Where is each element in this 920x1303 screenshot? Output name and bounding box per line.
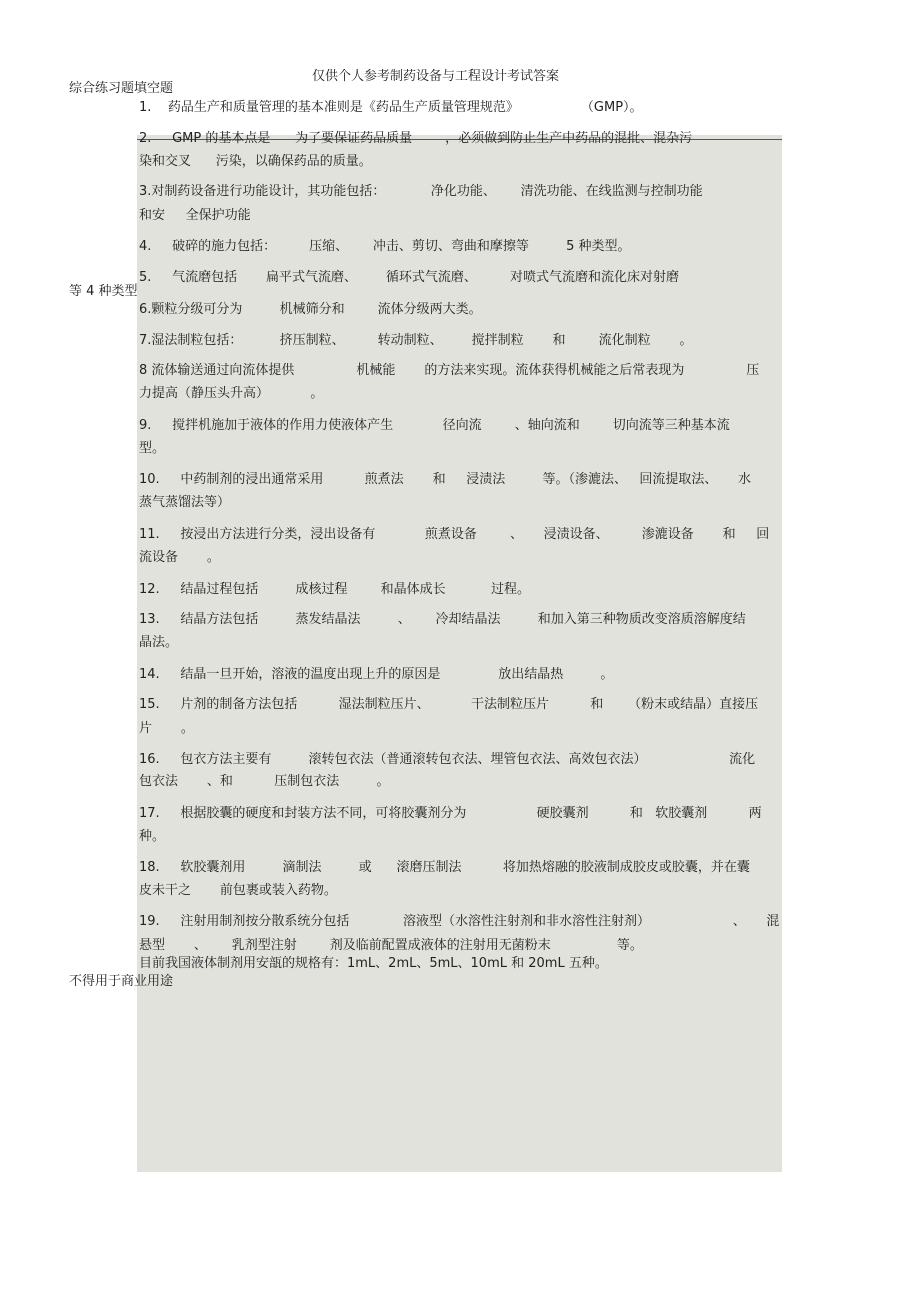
question-line: 15. 片剂的制备方法包括 湿法制粒压片、 干法制粒压片 和 （粉末或结晶）直接压 [139,697,759,712]
question-line: 4. 破碎的施力包括： 压缩、 冲击、剪切、弯曲和摩擦等 5 种类型。 [139,239,631,254]
question-line: 6.颗粒分级可分为 机械筛分和 流体分级两大类。 [139,302,482,317]
question-line: 16. 包衣方法主要有 滚转包衣法（普通滚转包衣法、埋管包衣法、高效包衣法） 流化 [139,752,756,767]
question-line: 和安 全保护功能 [139,208,251,223]
question-line: 13. 结晶方法包括 蒸发结晶法 、 冷却结晶法 和加入第三种物质改变溶质溶解度结 [139,612,746,627]
question-line: 14. 结晶一旦开始，溶液的温度出现上升的原因是 放出结晶热 。 [139,667,614,682]
question-line: 5. 气流磨包括 扁平式气流磨、 循环式气流磨、 对喷式气流磨和流化床对射磨 [139,270,679,285]
question-line: 力提高（静压头升高） 。 [139,386,324,401]
question-line: 悬型 、 乳剂型注射 剂及临前配置成液体的注射用无菌粉末 等。 [139,938,643,953]
question-line: 19. 注射用制剂按分散系统分包括 溶液型（水溶性注射剂和非水溶性注射剂） 、 混 [139,914,780,929]
question-line: 染和交叉 污染，以确保药品的质量。 [139,154,372,169]
question-line: 3.对制药设备进行功能设计，其功能包括： 净化功能、 清洗功能、在线监测与控制功能 [139,184,703,199]
question-line: 1. 药品生产和质量管理的基本准则是《药品生产质量管理规范》 （GMP）。 [139,100,643,115]
question-line: 皮未干之 前包裹或装入药物。 [139,883,337,898]
side-note: 等 4 种类型 [69,284,138,299]
question-line: 8 流体输送通过向流体提供 机械能 的方法来实现。流体获得机械能之后常表现为 压 [139,363,760,378]
question-line: 10. 中药制剂的浸出通常采用 煎煮法 和 浸渍法 等。（渗漉法、 回流提取法、 水 [139,472,751,487]
question-line: 型。 [139,441,166,456]
question-line: 蒸气蒸馏法等） [139,495,231,510]
question-line: 12. 结晶过程包括 成核过程 和晶体成长 过程。 [139,582,531,597]
question-line: 9. 搅拌机施加于液体的作用力使液体产生 径向流 、轴向流和 切向流等三种基本流 [139,418,730,433]
question-line: 17. 根据胶囊的硬度和封装方法不同，可将胶囊剂分为 硬胶囊剂 和 软胶囊剂 两 [139,806,762,821]
question-line: 18. 软胶囊剂用 滴制法 或 滚磨压制法 将加热熔融的胶液制成胶皮或胶囊，并在囊 [139,860,750,875]
question-line: 目前我国液体制剂用安瓿的规格有：1mL、2mL、5mL、10mL 和 20mL 五种。 [139,956,608,971]
footer-note: 不得用于商业用途 [69,974,174,989]
question-line: 7.湿法制粒包括： 挤压制粒、 转动制粒、 搅拌制粒 和 流化制粒 。 [139,333,693,348]
question-line: 晶法。 [139,635,179,650]
question-line: 种。 [139,829,166,844]
question-line: 包衣法 、和 压制包衣法 。 [139,774,390,789]
question-line: 11. 按浸出方法进行分类，浸出设备有 煎煮设备 、 浸渍设备、 渗漉设备 和 回 [139,527,770,542]
question-line: 片 。 [139,721,194,736]
document-title: 仅供个人参考制药设备与工程设计考试答案 [312,69,560,84]
question-line: 2. GMP 的基本点是 为了要保证药品质量 ，必须做到防止生产中药品的混批、混杂污 [139,131,693,146]
shaded-content-panel [137,135,782,1172]
section-heading: 综合练习题填空题 [69,81,174,96]
question-line: 流设备 。 [139,550,220,565]
